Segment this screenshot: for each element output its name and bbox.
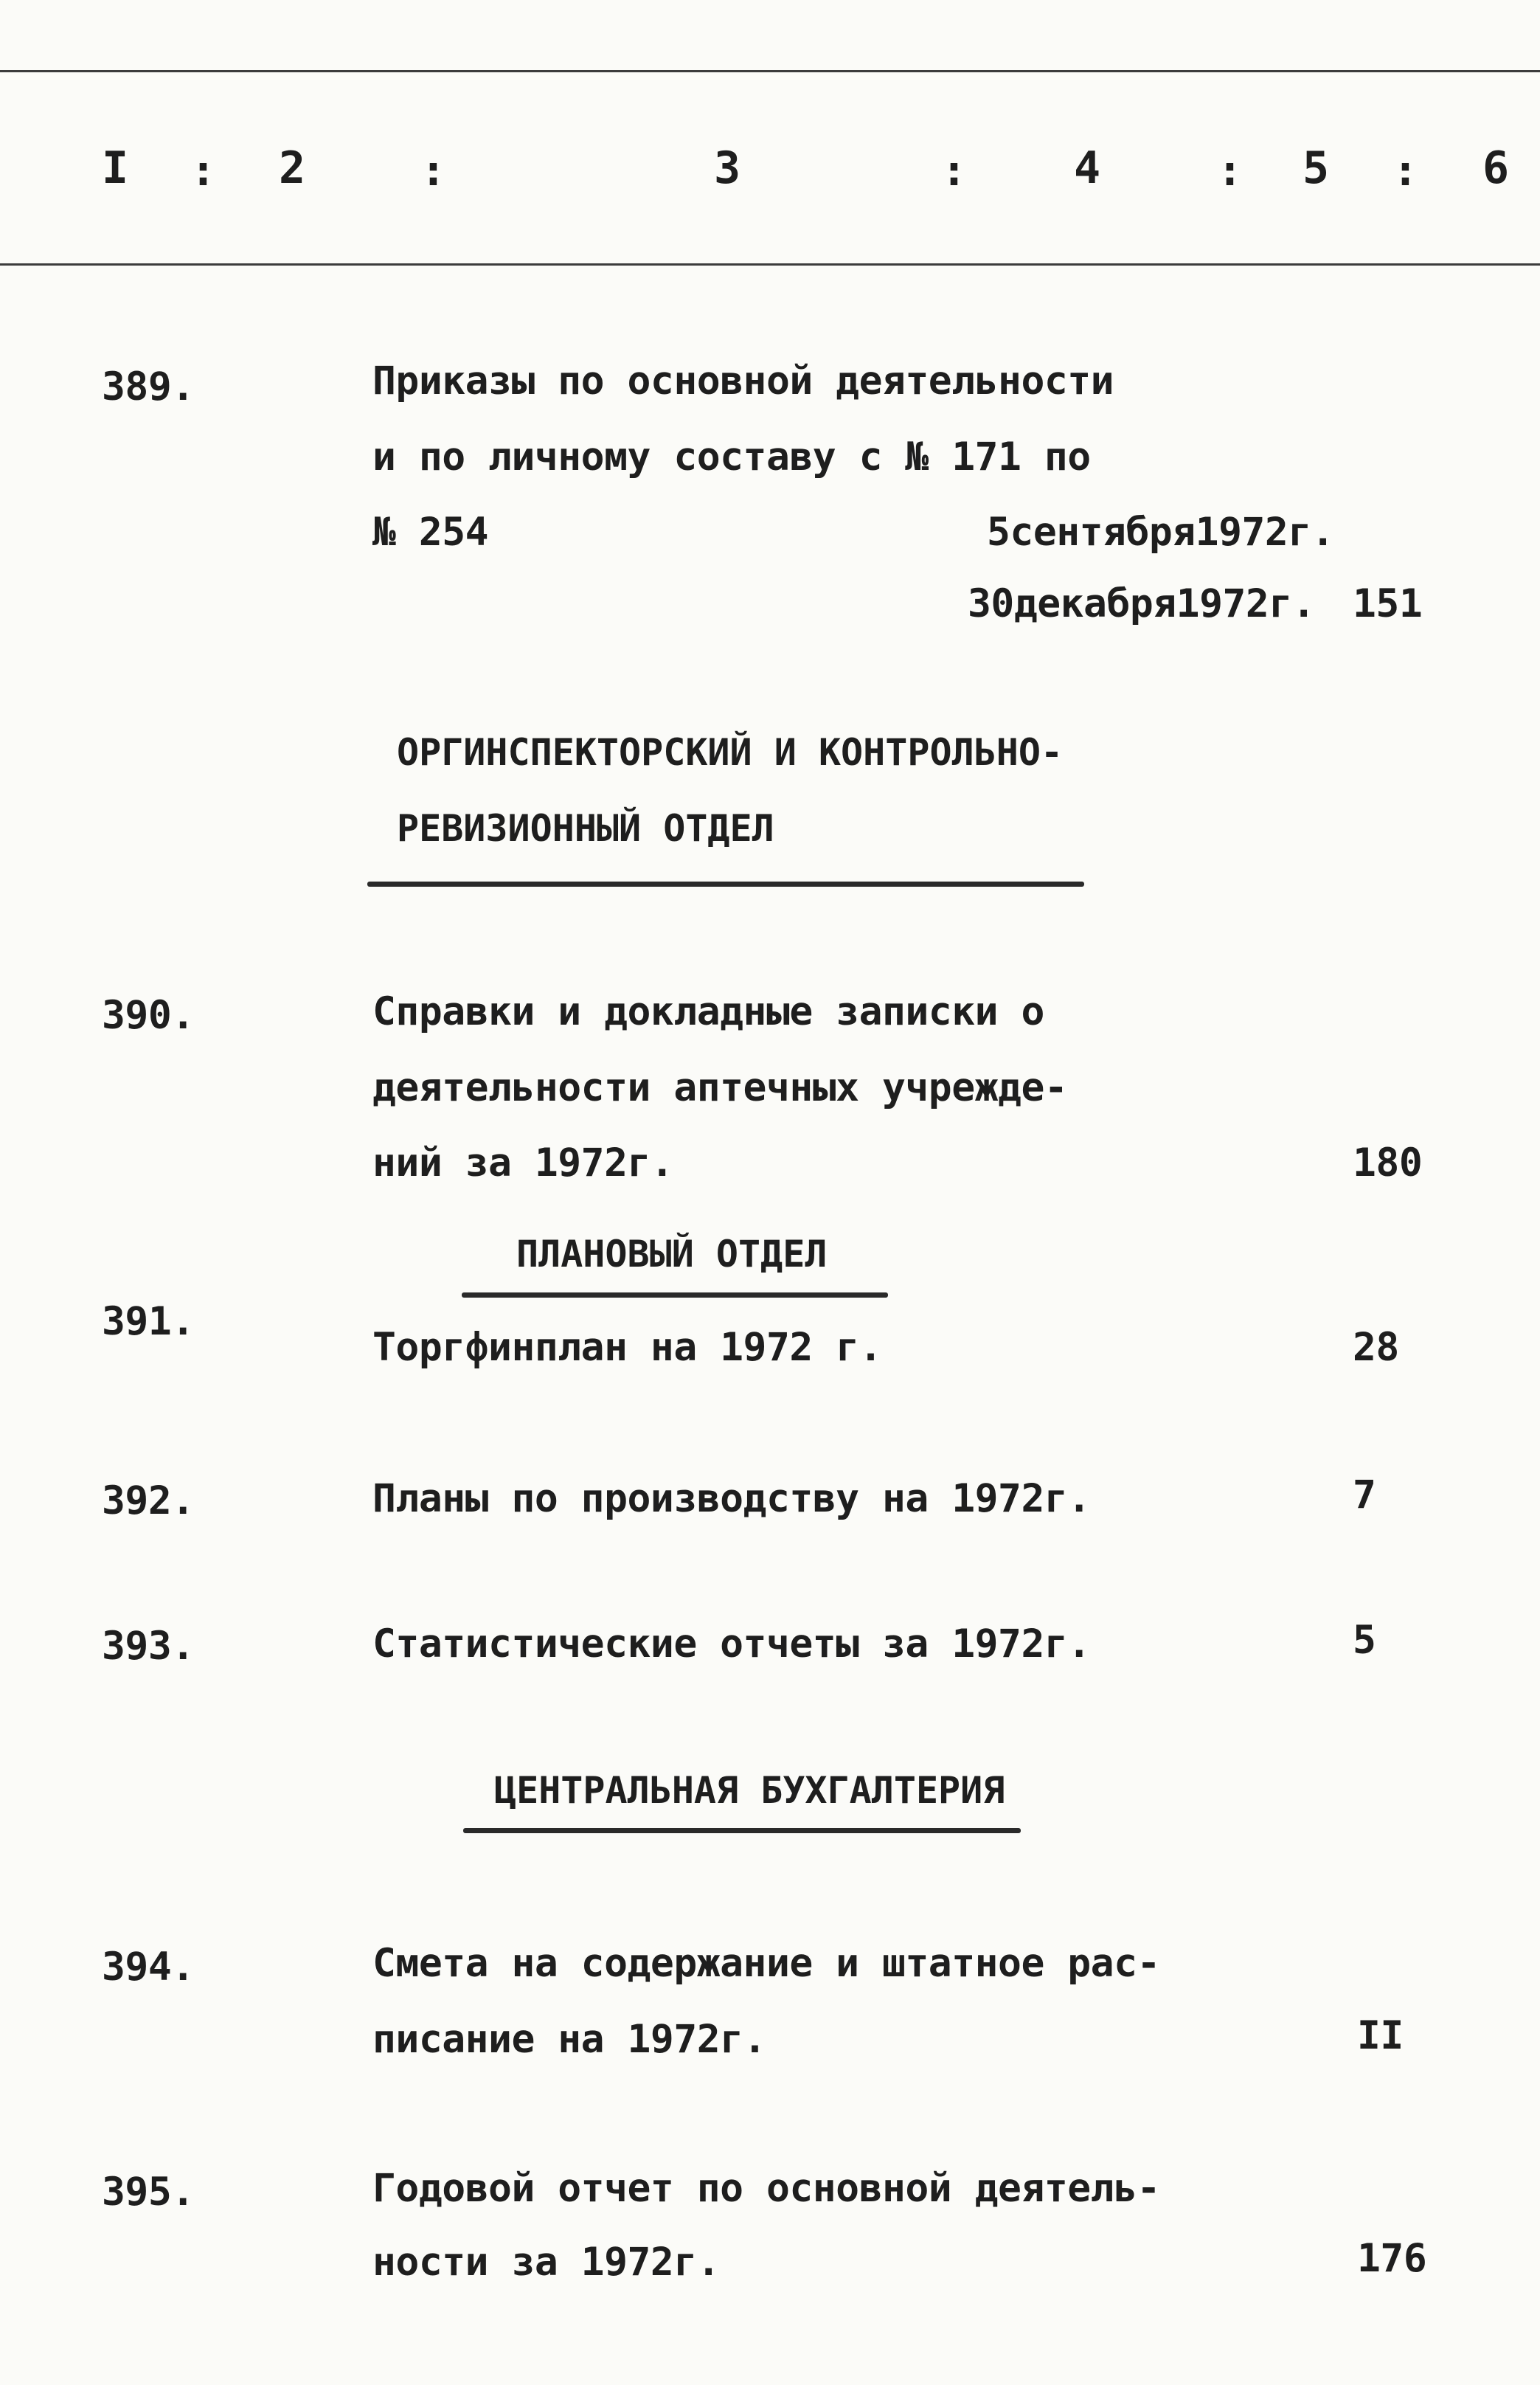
entry-title-line: и по личному составу с № 171 по — [372, 435, 1091, 480]
column-separator: : — [190, 145, 216, 195]
entry-title-line: ности за 1972г. — [372, 2240, 721, 2285]
entry-sheet-count: 28 — [1353, 1325, 1399, 1370]
entry-title-line: Торгфинплан на 1972 г. — [372, 1325, 882, 1370]
header-top-rule — [0, 70, 1540, 72]
column-separator: : — [941, 145, 967, 195]
entry-title-line: № 254 — [372, 510, 489, 555]
entry-number: 392. — [102, 1478, 195, 1523]
entry-date-end: 30декабря1972г. — [968, 581, 1316, 626]
entry-title-line: Годовой отчет по основной деятель- — [372, 2166, 1160, 2211]
column-header-6: 6 — [1482, 142, 1510, 194]
entry-number: 393. — [102, 1624, 195, 1669]
entry-date-start: 5сентября1972г. — [987, 510, 1335, 555]
entry-title-line: ний за 1972г. — [372, 1140, 674, 1185]
entry-title-line: деятельности аптечных учрежде- — [372, 1065, 1068, 1110]
column-separator: : — [420, 145, 446, 195]
header-bottom-rule — [0, 263, 1540, 266]
entry-sheet-count: II — [1357, 2013, 1404, 2058]
entry-number: 390. — [102, 993, 195, 1038]
entry-number: 389. — [102, 364, 195, 409]
section-heading: ЦЕНТРАЛЬНАЯ БУХГАЛТЕРИЯ — [494, 1769, 1005, 1812]
entry-sheet-count: 5 — [1353, 1618, 1376, 1663]
section-heading: ПЛАНОВЫЙ ОТДЕЛ — [516, 1233, 828, 1275]
entry-title-line: Справки и докладные записки о — [372, 989, 1044, 1034]
entry-title-line: Смета на содержание и штатное рас- — [372, 1941, 1160, 1986]
entry-sheet-count: 180 — [1353, 1140, 1423, 1185]
column-header-2: 2 — [279, 142, 306, 194]
column-header-5: 5 — [1303, 142, 1330, 194]
entry-title-line: Планы по производству на 1972г. — [372, 1476, 1091, 1521]
section-underline — [462, 1292, 888, 1298]
entry-title-line: Статистические отчеты за 1972г. — [372, 1621, 1091, 1666]
section-underline — [367, 882, 1084, 887]
column-separator: : — [1392, 145, 1418, 195]
section-heading: РЕВИЗИОННЫЙ ОТДЕЛ — [397, 807, 774, 850]
column-header-1: I — [102, 142, 129, 194]
column-header-4: 4 — [1074, 142, 1101, 194]
entry-sheet-count: 7 — [1353, 1472, 1376, 1517]
entry-sheet-count: 176 — [1357, 2236, 1427, 2281]
entry-title-line: писание на 1972г. — [372, 2017, 766, 2062]
section-underline — [463, 1828, 1021, 1833]
entry-sheet-count: 151 — [1353, 581, 1423, 626]
entry-number: 395. — [102, 2170, 195, 2215]
entry-number: 391. — [102, 1299, 195, 1344]
section-heading: ОРГИНСПЕКТОРСКИЙ И КОНТРОЛЬНО- — [397, 731, 1064, 774]
entry-number: 394. — [102, 1945, 195, 1990]
column-header-3: 3 — [714, 142, 741, 194]
entry-title-line: Приказы по основной деятельности — [372, 359, 1114, 404]
column-separator: : — [1217, 145, 1243, 195]
